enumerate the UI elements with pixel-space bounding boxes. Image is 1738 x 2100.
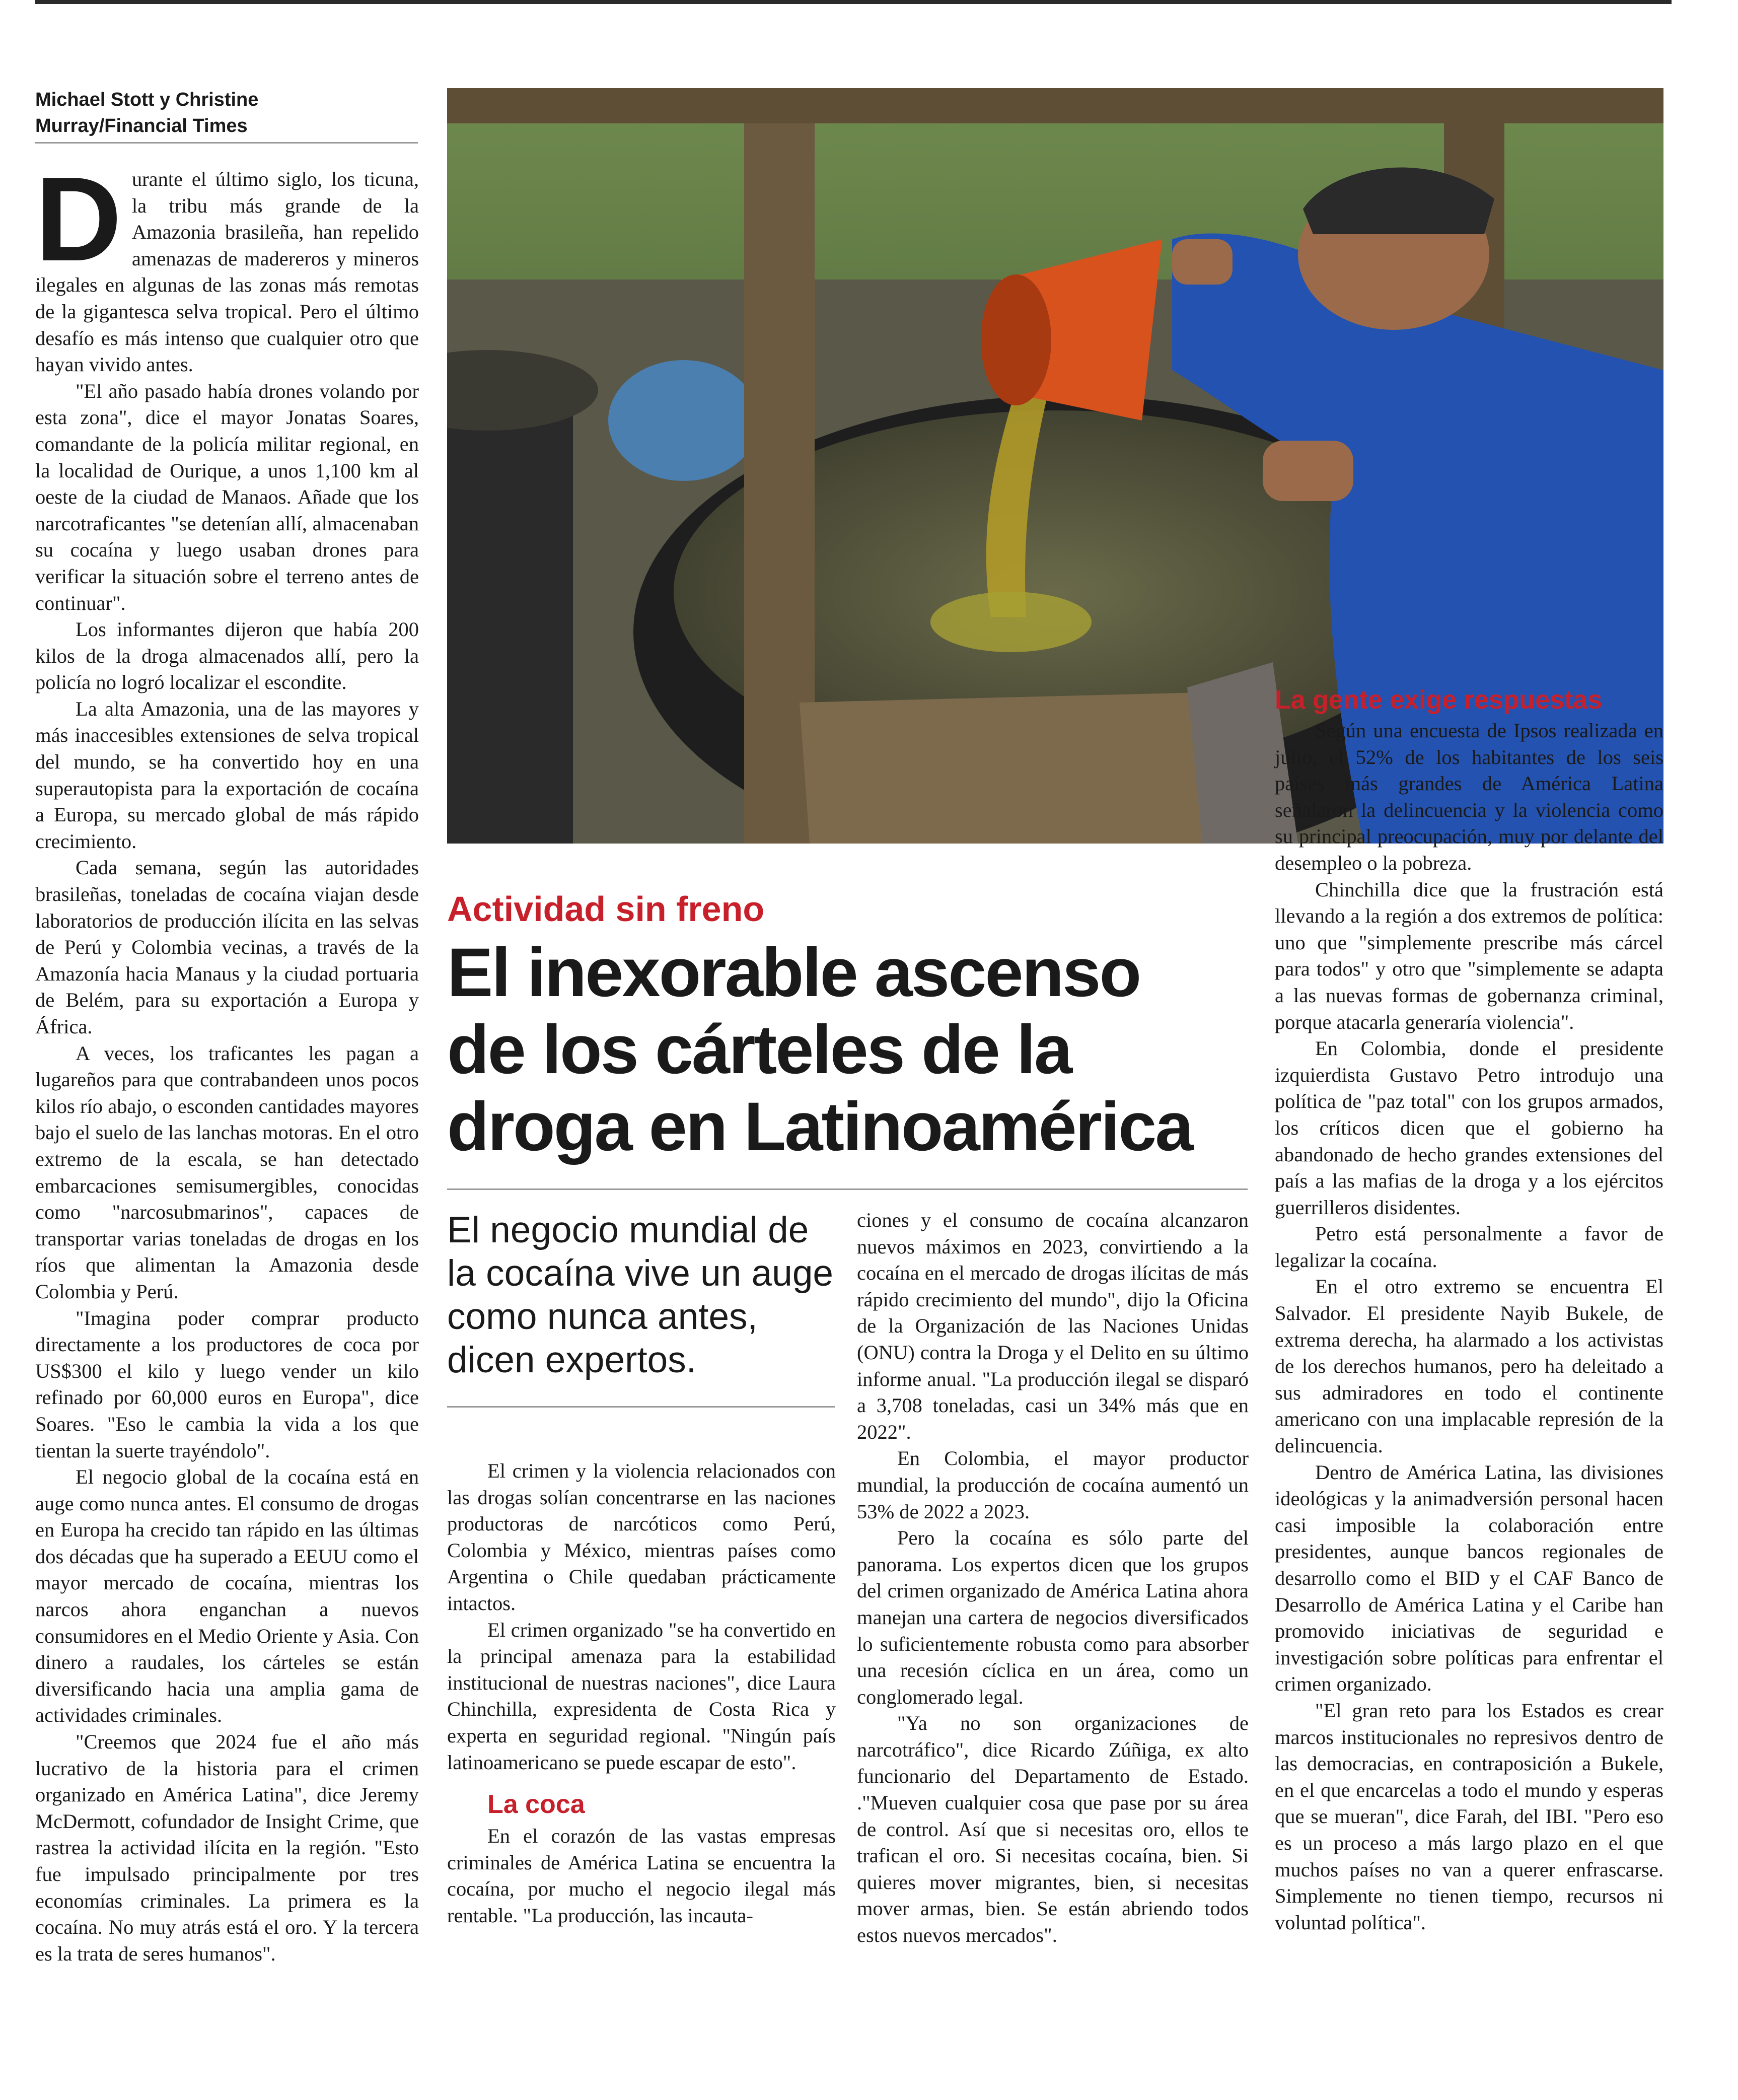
paragraph: La alta Amazonia, una de las mayores y más inaccesibles extensiones de selva tropical del mundo, se ha convertido hoy en una superautopista para la exportación de cocaína a Europa, su mercado global de más rápido crecimiento. bbox=[35, 697, 419, 853]
drop-cap: D bbox=[35, 153, 122, 286]
top-rule bbox=[35, 0, 1672, 4]
paragraph: "Ya no son organizaciones de narcotráfico", dice Ricardo Zúñiga, ex alto funcionario del Departamento de Estado. ."Mueven cualquier cosa que pase por su área de control. Así que si necesitas oro, ellos te trafican el oro. Si necesitas cocaína, bien. Si quieres mover migrantes, bien, si necesitas mover armas, bien. Se están abriendo todos estos nuevos mercados". bbox=[857, 1712, 1249, 1947]
paragraph: El crimen y la violencia relacionados con las drogas solían concentrarse en las naciones productoras de narcóticos como Perú, Colombia y México, mientras países como Argentina o Chile quedaban prácticamente intactos. bbox=[447, 1459, 836, 1615]
paragraph bbox=[35, 153, 419, 378]
paragraph-text: urante el último siglo, los ticuna, la tribu más grande de la Amazonia brasileña, han repelido amenazas de madereros y mineros ilegales en algunas de las zonas más remotas de la gigantesca selva tropical. Pero el último desafío es más intenso que cualquier otro que hayan vivido antes. bbox=[35, 168, 419, 376]
byline-rule bbox=[35, 142, 418, 144]
paragraph: "El gran reto para los Estados es crear marcos institucionales no represivos dentro de las democracias, en contraposición a Bukele, en el que encarcelas a todo el mundo y esperas que se mueran", dice Farah, del IBI. "Pero eso es un proceso a más largo plazo en el que muchos países no van a querer enfrascarse. Simplemente no tienen tiempo, recursos ni voluntad política". bbox=[1275, 1699, 1663, 1934]
paragraph: "Imagina poder comprar producto directamente a los productores de coca por US$300 el kilo y luego vender un kilo refinado por 60,000 euros en Europa", dice Soares. "Eso le cambia la vida a los que tientan la suerte trayéndolo". bbox=[35, 1306, 419, 1462]
paragraph: El crimen organizado "se ha convertido en la principal amenaza para la estabilidad institucional de nuestras naciones", dice Laura Chinchilla, expresidenta de Costa Rica y experta en seguridad regional. "Ningún país latinoamericano se puede escapar de esto". bbox=[447, 1618, 836, 1774]
paragraph: ciones y el consumo de cocaína alcanzaron nuevos máximos en 2023, convirtiendo a la cocaína en el mercado de drogas ilícitas de más rápido crecimiento del mundo", dijo la Oficina de la Organización de las Naciones Unidas (ONU) contra la Droga y el Delito en su último informe anual. "La producción ilegal se disparó a 3,708 toneladas, casi un 34% más que en 2022". bbox=[857, 1209, 1249, 1443]
paragraph: En el corazón de las vastas empresas criminales de América Latina se encuentra la cocaína, por mucho el negocio ilegal más rentable. "La producción, las incauta- bbox=[447, 1825, 836, 1927]
byline-line-2: Murray/Financial Times bbox=[35, 115, 248, 136]
paragraph: El negocio global de la cocaína está en auge como nunca antes. El consumo de drogas en Europa ha crecido tan rápido en las últimas dos décadas que ha superado a EEUU como el mayor mercado de cocaína, mientras los narcos ahora enganchan a nuevos consumidores en el Medio Oriente y Asia. Con dinero a raudales, los cárteles se están diversificando hacia una amplia gama de actividades criminales. bbox=[35, 1465, 419, 1727]
paragraph: Los informantes dijeron que había 200 kilos de la droga almacenados allí, pero la policía no logró localizar el escondite. bbox=[35, 618, 419, 694]
headline-line-1: El inexorable ascenso bbox=[447, 934, 1140, 1011]
article-column-4 bbox=[1275, 718, 1663, 1936]
paragraph: En Colombia, el mayor productor mundial, la producción de cocaína aumentó un 53% de 2022 a 2023. bbox=[857, 1447, 1249, 1523]
paragraph: Chinchilla dice que la frustración está llevando a la región a dos extremos de política: uno que "simplemente prescribe más cárcel para todos" y otro que "simplemente se adapta a las nuevas formas de gobernanza criminal, porque atacarla generaría violencia". bbox=[1275, 878, 1663, 1033]
paragraph: En el otro extremo se encuentra El Salvador. El presidente Nayib Bukele, de extrema derecha, ha alarmado a los activistas de los derechos humanos, pero ha deleitado a sus admiradores en todo el continente americano con una implacable represión de la delincuencia. bbox=[1275, 1275, 1663, 1457]
paragraph: Cada semana, según las autoridades brasileñas, toneladas de cocaína viajan desde laboratorios de producción ilícita en las selvas de Perú y Colombia vecinas, a través de la Amazonía hacia Manaus y la ciudad portuaria de Belém, para su exportación a Europa y África. bbox=[35, 856, 419, 1038]
deck: El negocio mundial de la cocaína vive un auge como nunca antes, dicen expertos. bbox=[447, 1210, 834, 1380]
byline-line-1: Michael Stott y Christine bbox=[35, 89, 259, 110]
section-subhead: La coca bbox=[487, 1790, 585, 1819]
paragraph: A veces, los traficantes les pagan a lugareños para que contrabandeen unos pocos kilos río abajo, o esconden cantidades mayores bajo el suelo de las lanchas motoras. En el otro extremo de la escala, se han detectado embarcaciones semisumergibles, conocidas como "narcosubmarinos", capaces de transportar varias toneladas de drogas en los ríos que alimentan la Amazonia desde Colombia y Perú. bbox=[35, 1041, 419, 1303]
kicker: Actividad sin freno bbox=[447, 889, 765, 929]
article-column-3 bbox=[857, 1207, 1249, 1949]
paragraph: Pero la cocaína es sólo parte del panorama. Los expertos dicen que los grupos del crimen organizado de América Latina ahora manejan una cartera de negocios diversificados lo suficientemente robusta como para absorber una recesión cíclica en un área, como un conglomerado legal. bbox=[857, 1526, 1249, 1708]
paragraph: Dentro de América Latina, las divisiones ideológicas y la animadversión personal hacen casi imposible la colaboración entre presidentes, aunque bancos regionales de desarrollo como el BID y el CAF Banco de Desarrollo de América Latina y el Caribe han promovido iniciativas de seguridad e investigación sobre políticas para enfrentar el crimen organizado. bbox=[1275, 1460, 1663, 1696]
headline-line-2: de los cárteles de la bbox=[447, 1011, 1071, 1088]
deck-rule bbox=[447, 1406, 835, 1408]
paragraph: En Colombia, donde el presidente izquierdista Gustavo Petro introdujo una política de "paz total" con los grupos armados, los críticos dicen que el gobierno ha abandonado de hecho grandes extensiones del país a las mafias de la droga y a los ejércitos guerrilleros disidentes. bbox=[1275, 1037, 1663, 1219]
headline-line-3: droga en Latinoamérica bbox=[447, 1088, 1192, 1165]
headline-rule bbox=[447, 1188, 1248, 1190]
article-column-1 bbox=[35, 153, 419, 1967]
paragraph: Petro está personalmente a favor de legalizar la cocaína. bbox=[1275, 1222, 1663, 1272]
paragraph: Según una encuesta de Ipsos realizada en julio, el 52% de los habitantes de los seis países más grandes de América Latina señalaron la delincuencia y la violencia como su principal preocupación, muy por delante del desempleo o la pobreza. bbox=[1275, 719, 1663, 874]
paragraph: "Creemos que 2024 fue el año más lucrativo de la historia para el crimen organizado en América Latina", dice Jeremy McDermott, cofundador de Insight Crime, que rastrea la actividad ilícita en la región. "Esto fue impulsado principalmente por tres economías criminales. La primera es la cocaína. No muy atrás está el oro. Y la tercera es la trata de seres humanos". bbox=[35, 1730, 419, 1965]
byline bbox=[35, 87, 418, 139]
headline bbox=[447, 934, 1263, 1165]
section-subhead: La gente exige respuestas bbox=[1275, 685, 1603, 715]
article-column-2 bbox=[447, 1458, 836, 1929]
paragraph: "El año pasado había drones volando por esta zona", dice el mayor Jonatas Soares, comandante de la policía militar regional, en la localidad de Ourique, a unos 1,100 km al oeste de la ciudad de Manaos. Añade que los narcotraficantes "se detenían allí, almacenaban su cocaína y luego usaban drones para verificar la situación sobre el terreno antes de continuar". bbox=[35, 379, 419, 614]
